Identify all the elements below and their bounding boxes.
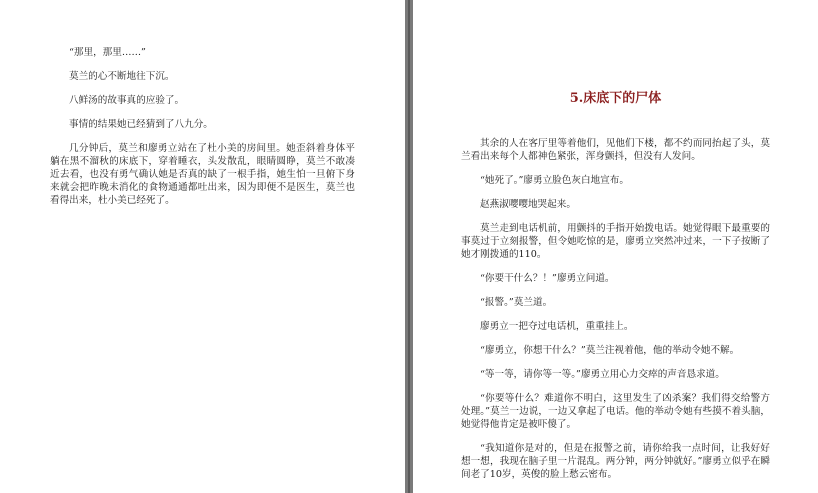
- paragraph: “你要等什么？难道你不明白，这里发生了凶杀案？我们得交给警方处理。”莫兰一边说，一边又拿起了电话。他的举动令她有些摸不着头脑，她觉得他肯定是被吓傻了。: [461, 393, 770, 430]
- chapter-title: 5.床底下的尸体: [569, 91, 662, 106]
- right-page: [413, 0, 818, 493]
- paragraph: “报警。”莫兰道。: [480, 297, 553, 308]
- paragraph: 莫兰走到电话机前，用颤抖的手指开始拨电话。她觉得眼下最重要的事莫过于立刻报警，但令她吃惊的是，廖勇立突然冲过来，一下子按断了她才刚拨通的110。: [461, 223, 770, 260]
- page-divider: [408, 0, 410, 493]
- paragraph: 廖勇立一把夺过电话机，重重挂上。: [480, 321, 634, 332]
- paragraph: “她死了。”廖勇立脸色灰白地宣布。: [480, 175, 629, 186]
- paragraph: 事情的结果她已经猜到了八九分。: [69, 119, 213, 130]
- paragraph: “等一等，请你等一等。”廖勇立用心力交瘁的声音恳求道。: [480, 369, 725, 380]
- paragraph: 其余的人在客厅里等着他们，见他们下楼，都不约而同抬起了头，莫兰看出来每个人都神色紧张，浑身颤抖，但没有人发问。: [461, 138, 770, 162]
- paragraph: 莫兰的心不断地往下沉。: [69, 71, 175, 82]
- paragraph: 八鲜汤的故事真的应验了。: [69, 95, 185, 106]
- paragraph: “那里，那里……”: [69, 47, 146, 58]
- paragraph: “你要干什么？！”廖勇立问道。: [480, 273, 615, 284]
- paragraph: 几分钟后，莫兰和廖勇立站在了杜小美的房间里。她歪斜着身体平躺在黑不溜秋的床底下，穿着睡衣，头发散乱，眼睛圆睁，莫兰不敢凑近去看，也没有勇气确认她是否真的缺了一根手指，她生怕一旦俯下身来就会把昨晚未消化的食物通通都吐出来，因为即便不是医生，莫兰也看得出来，杜小美已经死了。: [50, 143, 355, 206]
- paragraph: 赵燕淑嘤嘤地哭起来。: [480, 199, 576, 210]
- paragraph: “我知道你是对的，但是在报警之前，请你给我一点时间，让我好好想一想，我现在脑子里一片混乱。两分钟，两分钟就好。”廖勇立似乎在瞬间老了10岁，英俊的脸上愁云密布。: [461, 443, 770, 480]
- paragraph: “廖勇立，你想干什么？”莫兰注视着他，他的举动令她不解。: [480, 345, 740, 356]
- left-page: [0, 0, 405, 493]
